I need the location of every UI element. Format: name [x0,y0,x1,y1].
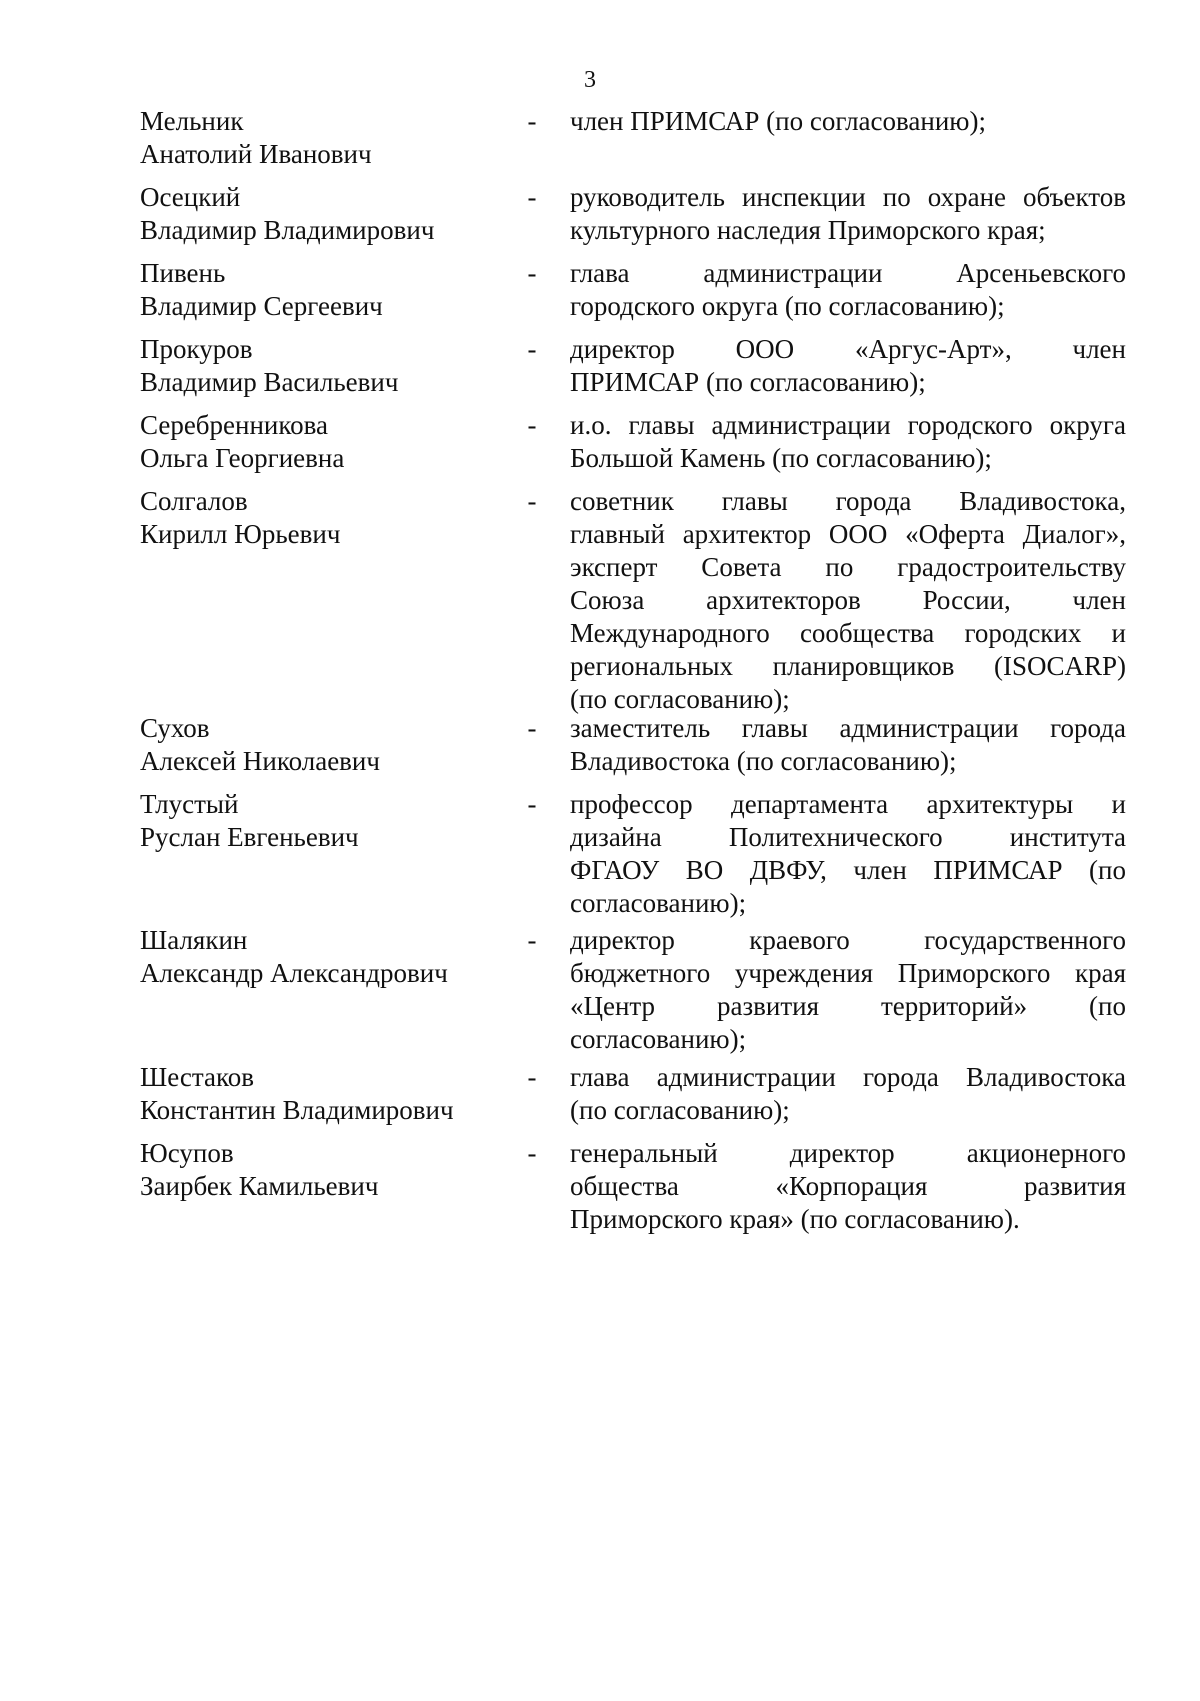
role-line: и.о. главы администрации городского округа [570,410,1126,440]
member-name [140,409,520,475]
member-surname: Прокуров [140,334,253,364]
role-line: руководитель инспекции по охране объектов [570,182,1126,212]
role-line: эксперт Совета по градостроительству [570,552,1126,582]
role-line: член ПРИМСАР (по согласованию); [570,106,986,136]
separator-dash: - [527,1138,537,1168]
member-role [570,257,1126,323]
member-name [140,924,520,990]
role-line: Большой Камень (по согласованию); [570,443,992,473]
role-line: (по согласованию); [570,1095,790,1125]
member-given-names: Владимир Васильевич [140,367,399,397]
member-surname: Солгалов [140,486,248,516]
role-line: глава администрации Арсеньевского [570,258,1126,288]
member-name [140,105,520,171]
separator-dash: - [527,258,537,288]
separator-dash: - [527,334,537,364]
member-role [570,924,1126,1056]
page-number: 3 [584,67,596,93]
role-line: ФГАОУ ВО ДВФУ, член ПРИМСАР (по [570,855,1126,885]
role-line: советник главы города Владивостока, [570,486,1126,516]
member-given-names: Алексей Николаевич [140,746,380,776]
separator-dash: - [527,106,537,136]
member-surname: Мельник [140,106,244,136]
role-line: генеральный директор акционерного [570,1138,1126,1168]
role-line: «Центр развития территорий» (по [570,991,1126,1021]
separator-dash: - [527,789,537,819]
member-given-names: Руслан Евгеньевич [140,822,359,852]
member-name [140,257,520,323]
role-line: Международного сообщества городских и [570,618,1126,648]
separator-dash: - [527,925,537,955]
separator-dash: - [527,410,537,440]
member-surname: Тлустый [140,789,239,819]
member-role [570,485,1126,716]
member-given-names: Кирилл Юрьевич [140,519,341,549]
member-surname: Юсупов [140,1138,234,1168]
member-surname: Сухов [140,713,210,743]
role-line: бюджетного учреждения Приморского края [570,958,1126,988]
member-name [140,1061,520,1127]
role-line: Владивостока (по согласованию); [570,746,957,776]
member-given-names: Владимир Владимирович [140,215,435,245]
member-role [570,333,1126,399]
member-name [140,788,520,854]
separator-dash: - [527,182,537,212]
role-line: (по согласованию); [570,684,790,714]
member-surname: Шалякин [140,925,248,955]
member-surname: Осецкий [140,182,241,212]
role-line: глава администрации города Владивостока [570,1062,1126,1092]
member-given-names: Константин Владимирович [140,1095,454,1125]
role-line: профессор департамента архитектуры и [570,789,1126,819]
member-given-names: Владимир Сергеевич [140,291,383,321]
role-line: заместитель главы администрации города [570,713,1126,743]
member-surname: Серебренникова [140,410,328,440]
role-line: дизайна Политехнического института [570,822,1126,852]
member-role [570,1137,1126,1236]
separator-dash: - [527,713,537,743]
role-line: согласованию); [570,1024,747,1054]
member-given-names: Ольга Георгиевна [140,443,345,473]
role-line: Приморского края» (по согласованию). [570,1204,1020,1234]
separator-dash: - [527,486,537,516]
member-given-names: Заирбек Камильевич [140,1171,379,1201]
role-line: главный архитектор ООО «Оферта Диалог», [570,519,1126,549]
member-role [570,181,1126,247]
member-name [140,181,520,247]
role-line: ПРИМСАР (по согласованию); [570,367,926,397]
role-line: директор ООО «Аргус-Арт», член [570,334,1126,364]
role-line: директор краевого государственного [570,925,1126,955]
member-role [570,409,1126,475]
member-name [140,1137,520,1203]
member-role [570,105,1126,138]
member-name [140,485,520,551]
role-line: городского округа (по согласованию); [570,291,1005,321]
member-surname: Пивень [140,258,226,288]
separator-dash: - [527,1062,537,1092]
role-line: согласованию); [570,888,747,918]
member-name [140,712,520,778]
member-given-names: Анатолий Иванович [140,139,372,169]
member-name [140,333,520,399]
role-line: Союза архитекторов России, член [570,585,1126,615]
member-role [570,788,1126,920]
role-line: общества «Корпорация развития [570,1171,1126,1201]
role-line: культурного наследия Приморского края; [570,215,1046,245]
role-line: региональных планировщиков (ISOCARP) [570,651,1126,681]
member-given-names: Александр Александрович [140,958,448,988]
member-role [570,1061,1126,1127]
member-role [570,712,1126,778]
member-surname: Шестаков [140,1062,254,1092]
